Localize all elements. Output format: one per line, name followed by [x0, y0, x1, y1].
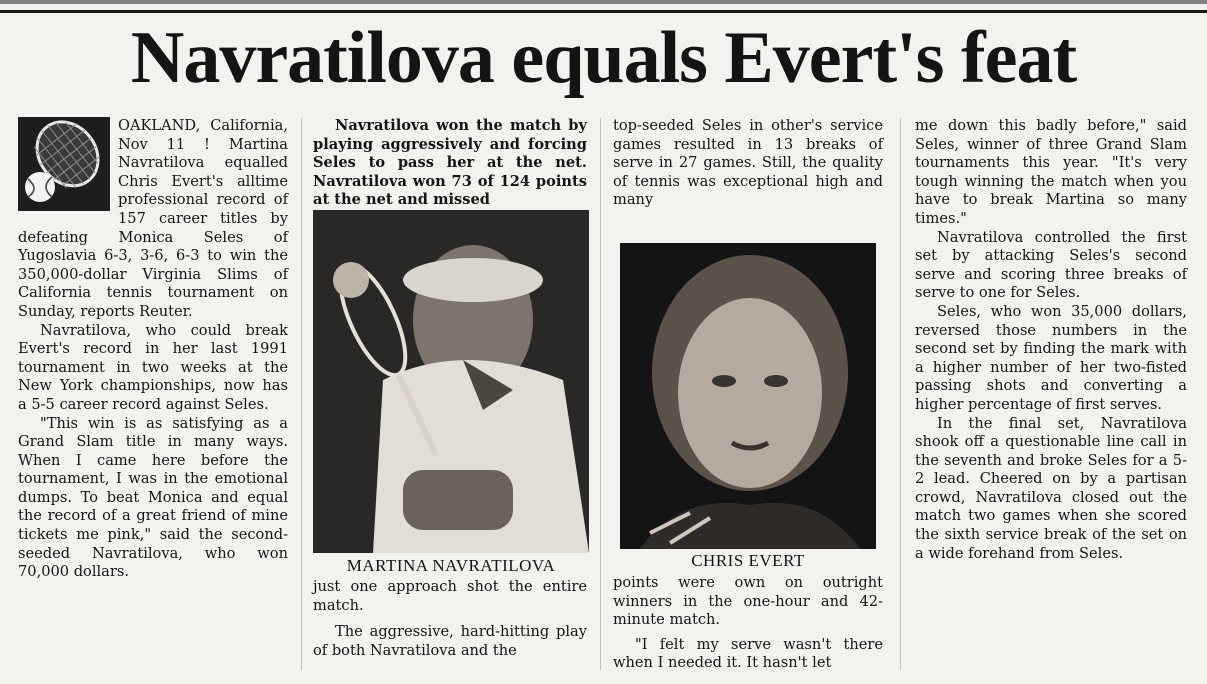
article-paragraph: "This win is as satisfying as a Grand Slam title in many ways. When I came here before the tournament, I was in the emotional dumps. To beat Monica and equal the record of a great friend of mine tickets me pink," said the second-seeded Navratilova, who won 70,000 dollars.: [18, 414, 288, 581]
article-column-2-continued: [313, 578, 587, 660]
column-divider: [600, 118, 601, 670]
article-paragraph: Navratilova controlled the first set by attacking Seles's second serve and scoring three breaks of serve to one for Seles.: [915, 228, 1187, 302]
article-paragraph: top-seeded Seles in other's service games resulted in 13 breaks of serve in 27 games. Still, the quality of tennis was exceptional high and many: [613, 117, 883, 209]
article-column-2: [313, 117, 587, 210]
article-paragraph: just one approach shot the entire match.: [313, 578, 587, 614]
article-paragraph: In the final set, Navratilova shook off a questionable line call in the seventh and broke Seles for a 5-2 lead. Cheered on by a partisan crowd, Navratilova closed out the match two games when she scored the sixth service break of the set on a wide forehand from Seles.: [915, 414, 1187, 562]
photo-caption-navratilova: MARTINA NAVRATILOVA: [346, 556, 556, 575]
article-column-4: [915, 117, 1187, 563]
photo-caption-evert: CHRIS EVERT: [691, 551, 805, 570]
article-paragraph: Navratilova won the match by playing aggressively and forcing Seles to pass her at the net. Navratilova won 73 of 124 points at the net and missed: [313, 117, 587, 209]
article-paragraph: Navratilova, who could break Evert's record in her last 1991 tournament in two weeks at the New York championships, now has a 5-5 career record against Seles.: [18, 321, 288, 413]
article-paragraph: Seles, who won 35,000 dollars, reversed those numbers in the second set by finding the mark with a higher number of her two-fisted passing shots and converting a higher percentage of first serves.: [915, 302, 1187, 413]
top-border: [0, 0, 1207, 4]
column-divider: [301, 118, 302, 670]
photo-evert: [620, 243, 876, 549]
article-column-1: [18, 117, 288, 582]
article-lead-paragraph: OAKLAND, California, Nov 11 ! Martina Navratilova equalled Chris Evert's alltime professional record of 157 career titles by defeating Monica Seles of Yugoslavia 6-3, 3-6, 6-3 to win the 350,000-dollar Virginia Slims of California tennis tournament on Sunday, reports Reuter.: [18, 117, 288, 320]
article-paragraph: points were own on outright winners in the one-hour and 42-minute match.: [613, 574, 883, 629]
tennis-racket-ball-icon: [18, 117, 110, 211]
article-paragraph: me down this badly before," said Seles, winner of three Grand Slam tournaments this year. "It's very tough winning the match when you have to break Martina so many times.": [915, 117, 1187, 227]
headline: Navratilova equals Evert's feat: [130, 17, 1077, 99]
article-paragraph: "I felt my serve wasn't there when I needed it. It hasn't let: [613, 635, 883, 672]
photo-navratilova: [313, 210, 589, 553]
header-rule: [0, 10, 1207, 13]
article-column-3: [613, 117, 883, 210]
article-column-3-continued: [613, 574, 883, 673]
article-paragraph: The aggressive, hard-hitting play of both Navratilova and the: [313, 623, 587, 659]
column-divider: [900, 118, 901, 670]
